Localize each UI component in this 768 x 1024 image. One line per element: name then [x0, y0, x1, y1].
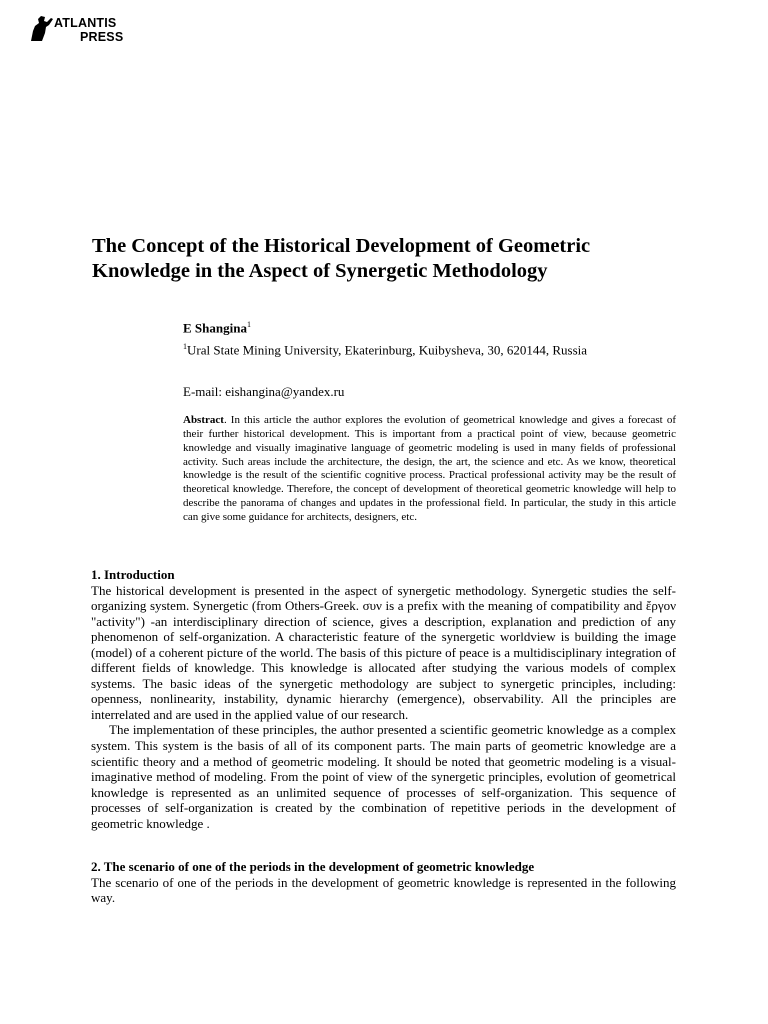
- author-email: E-mail: eishangina@yandex.ru: [183, 384, 345, 399]
- section-heading: 2. The scenario of one of the periods in the development of geometric knowledge: [91, 859, 535, 874]
- section-introduction: [91, 567, 676, 831]
- section-paragraph: The scenario of one of the periods in the development of geometric knowledge is represented in the following way.: [91, 874, 676, 906]
- author-name: [183, 317, 251, 336]
- section-paragraph: The historical development is presented in the aspect of synergetic methodology. Synergetic studies the self-organizing system. Synergetic (from Others-Greek. συν is a prefix with the meaning of compatibility and ἔργον "activity") -an interdisciplinary direction of science, gives a description, explanation and prediction of any phenomenon of self-organization. A characteristic feature of the synergetic worldview is building the image (model) of a coherent picture of the world. The basis of this picture of peace is a multidisciplinary integration of different fields of knowledge. This knowledge is allocated after studying the various models of complex systems. The basic ideas of the synergetic methodology are subject to synergetic principles, including: openness, nonlinearity, instability, dynamic hierarchy (emergence), observability. All the principles are interrelated and are used in the applied value of our research.: [91, 582, 676, 722]
- abstract: [183, 414, 676, 525]
- abstract-text: . In this article the author explores the evolution of geometrical knowledge and gives a forecast of their further historical development. This is important from a practical point of view, because geometric knowledge and visually imaginative language of geometric modeling is used in many fields of professional activity. Such areas include the architecture, the design, the art, the science and etc. As we know, theoretical knowledge is the result of the scientific cognitive process. Practical professional activity may be the result of theoretical knowledge. Therefore, the concept of development of theoretical geometric knowledge will help to describe the panorama of changes and updates in the professional field. In particular, the study in this article can give some guidance for architects, designers, etc.: [183, 414, 676, 523]
- abstract-label: Abstract: [183, 414, 224, 426]
- section-heading: 1. Introduction: [91, 567, 175, 582]
- affiliation-superscript: 1: [183, 342, 187, 351]
- section-paragraph: The implementation of these principles, the author presented a scientific geometric knowledge as a complex system. This system is the basis of all of its component parts. The main parts of geometric knowledge are a scientific theory and a method of geometric modeling. It should be noted that geometric modeling is a visual-imaginative method of modeling. From the point of view of the synergetic principles, evolution of geometrical knowledge is represented as an unlimited sequence of processes of self-organization. This sequence of processes of self-organization is created by the combination of repetitive periods in the development of geometric knowledge .: [91, 722, 676, 831]
- author-affiliation: [183, 339, 587, 358]
- publisher-logo: [28, 14, 138, 46]
- author-name-text: E Shangina: [183, 320, 247, 336]
- affiliation-text: Ural State Mining University, Ekaterinburg, Kuibysheva, 30, 620144, Russia: [187, 342, 588, 358]
- atlantis-figure-logo-icon: [28, 14, 54, 42]
- paper-title: The Concept of the Historical Development of Geometric Knowledge in the Aspect of Synergetic Methodology: [92, 235, 591, 282]
- section-scenario: [91, 859, 676, 906]
- author-superscript: 1: [246, 320, 251, 329]
- logo-text-atlantis: ATLANTIS: [54, 16, 117, 30]
- logo-text-press: PRESS: [80, 30, 124, 44]
